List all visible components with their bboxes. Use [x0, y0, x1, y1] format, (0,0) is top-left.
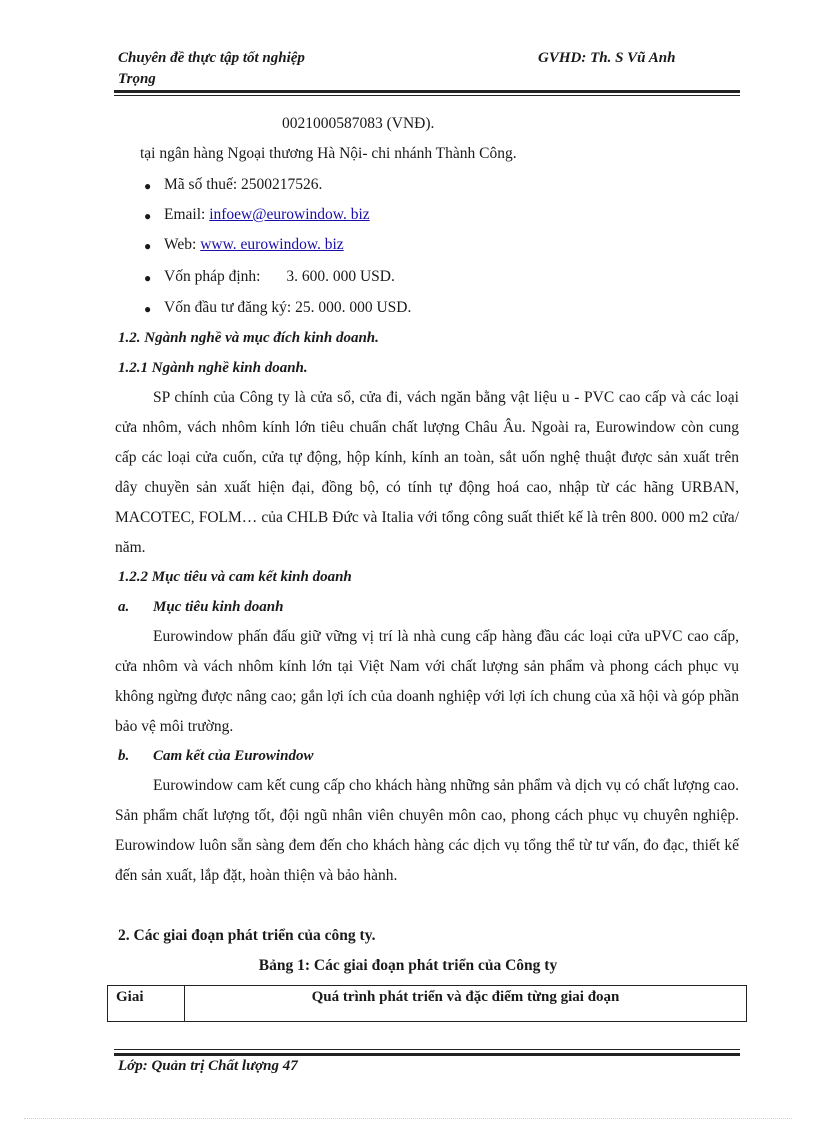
footer-class: Lớp: Quản trị Chất lượng 47 [118, 1058, 298, 1074]
email-link[interactable]: infoew@eurowindow. biz [209, 206, 370, 223]
registered-investment: Vốn đầu tư đăng ký: 25. 000. 000 USD. [164, 299, 412, 316]
legal-capital [164, 267, 395, 287]
item-a-title: Mục tiêu kinh doanh [153, 599, 284, 615]
bullet-icon: ● [144, 239, 152, 253]
web-label: Web: [164, 236, 197, 253]
header-course-cont: Trọng [118, 71, 156, 87]
web-link[interactable]: www. eurowindow. biz [200, 236, 344, 253]
item-b-title: Cam kết của Eurowindow [153, 748, 314, 764]
footer-rule-thin [114, 1049, 740, 1050]
business-lines-paragraph: SP chính của Công ty là cửa sổ, cửa đi, vách ngăn bằng vật liệu u - PVC cao cấp và các loại cửa nhôm, vách nhôm kính lớn tiêu chuẩn chất lượng Châu Âu. Ngoài ra, Eurowindow còn cung cấp các loại cửa cuốn, cửa tự động, hộp kính, kính an toàn, sắt uốn nghệ thuật được sản xuất trên dây chuyền sản xuất hiện đại, đồng bộ, có tính tự động hoá cao, nhập từ các hãng URBAN, MACOTEC, FOLM… của CHLB Đức và Italia với tổng công suất thiết kế là trên 800. 000 m2 cửa/ năm. [115, 389, 739, 556]
development-stages-table [107, 985, 747, 1022]
bullet-icon: ● [144, 271, 152, 285]
table-header-row [108, 986, 747, 1022]
tax-code: Mã số thuế: 2500217526. [164, 176, 323, 193]
header-rule [114, 90, 740, 93]
header-course: Chuyên đề thực tập tốt nghiệp [118, 50, 305, 66]
web-item [164, 235, 344, 255]
table-caption: Bảng 1: Các giai đoạn phát triển của Công ty [258, 957, 558, 974]
section-1-2-heading: 1.2. Ngành nghề và mục đích kinh doanh. [118, 330, 379, 346]
business-goals-paragraph: Eurowindow phấn đấu giữ vững vị trí là nhà cung cấp hàng đầu các loại cửa uPVC cao cấp, cửa nhôm và vách nhôm kính lớn tại Việt Nam với chất lượng sản phẩm và phong cách phục vụ không ngừng được nâng cao; gắn lợi ích của doanh nghiệp với lợi ích chung của xã hội và góp phần bảo vệ môi trường. [115, 628, 739, 735]
email-label: Email: [164, 206, 206, 223]
page-header-left [118, 48, 305, 90]
table-header-description: Quá trình phát triển và đặc điểm từng giai đoạn [185, 986, 747, 1022]
bullet-icon: ● [144, 302, 152, 316]
capital-label: Vốn pháp định: [164, 268, 261, 285]
capital-value: 3. 600. 000 USD. [286, 268, 395, 285]
bank-line: tại ngân hàng Ngoại thương Hà Nội- chi nhánh Thành Công. [140, 145, 517, 162]
table-header-stage: Giai [108, 986, 185, 1022]
email-item [164, 205, 370, 225]
commitment-paragraph: Eurowindow cam kết cung cấp cho khách hàng những sản phẩm và dịch vụ có chất lượng cao. Sản phẩm chất lượng tốt, đội ngũ nhân viên chuyên môn cao, phong cách phục vụ chuyên nghiệp. Eurowindow luôn sẵn sàng đem đến cho khách hàng các dịch vụ tổng thể từ tư vấn, đo đạc, thiết kế đến sản xuất, lắp đặt, hoàn thiện và bảo hành. [115, 777, 739, 884]
section-1-2-2-heading: 1.2.2 Mục tiêu và cam kết kinh doanh [118, 569, 352, 585]
bullet-icon: ● [144, 209, 152, 223]
section-1-2-1-heading: 1.2.1 Ngành nghề kinh doanh. [118, 360, 308, 376]
item-a-label: a. [118, 599, 130, 615]
bullet-icon: ● [144, 179, 152, 193]
section-2-heading: 2. Các giai đoạn phát triển của công ty. [118, 927, 376, 944]
header-advisor: GVHD: Th. S Vũ Anh [538, 50, 676, 66]
header-rule-thin [114, 95, 740, 96]
page-break-line [24, 1118, 792, 1119]
account-number: 0021000587083 (VNĐ). [282, 115, 435, 132]
item-b-label: b. [118, 748, 130, 764]
